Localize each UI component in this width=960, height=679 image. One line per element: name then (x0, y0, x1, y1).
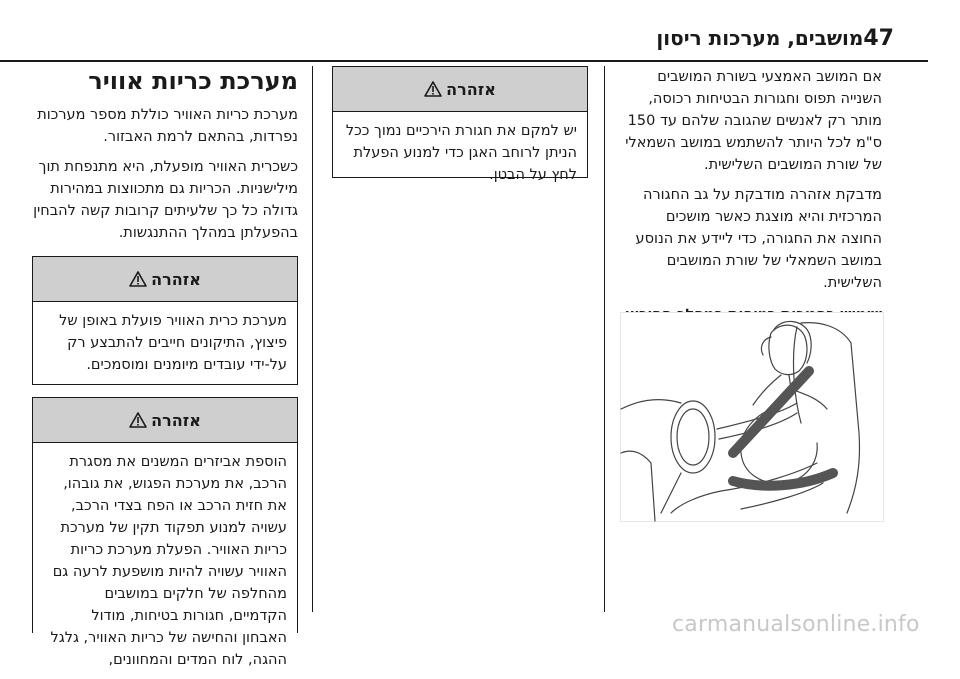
warning-label: אזהרה (446, 79, 496, 99)
paragraph-middle-seat: אם המושב האמצעי בשורת המושבים השנייה תפוס וחגורות הבטיחות רכוסה, מותר רק לאנשים שהגובה שלהם עד 150 ס"מ לכל היותר להשתמש במושב השמאלי של שורת המושבים השלישית. (625, 69, 882, 173)
header-rule (0, 60, 928, 62)
watermark: carmanualsonline.info (672, 612, 920, 637)
warning-box-pregnancy (332, 66, 588, 183)
warning-text: הוספת אביזרים המשנים את מסגרת הרכב, את מערכת הפגוש, את גובהו, את חזית הרכב או הפח בצדי הרכב, עשויה למנוע תפקוד תקין של מערכת כריות האוויר. הפעלת מערכת כריות האוויר עשויה להיות מושפעת לרעה גם מהחלפה של חלקים במושבים הקדמיים, חגורות בטיחות, מודול האבחון והחישה של כריות האוויר, גלגל ההגה, לוח המדים והמחוונים, (50, 454, 287, 668)
page-number: 47 (863, 26, 894, 51)
warning-body (33, 302, 297, 384)
column-divider-right (604, 66, 605, 612)
paragraph-warning-sticker: מדבקת אזהרה מודבקת על גב החגורה המרכזית והיא מוצגת כאשר מושכים החוצה את החגורה, כדי ליידע את הנוסע במושב השמאלי של שורת המושבים השלישית. (635, 187, 882, 291)
warning-label: אזהרה (151, 410, 201, 430)
section-title-airbags: מערכת כריות אוויר (88, 67, 298, 95)
warning-header (33, 257, 297, 302)
warning-header (33, 398, 297, 443)
warning-text: מערכת כרית האוויר פועלת באופן של פיצוץ, התיקונים חייבים להתבצע רק על-ידי עובדים מיומנים ומוסמכים. (59, 313, 287, 373)
warning-triangle-icon (129, 412, 147, 428)
column-divider-left (312, 66, 313, 612)
warning-box-accessories (32, 397, 298, 668)
warning-body (33, 443, 297, 679)
warning-text: יש למקם את חגורת הירכיים נמוך ככל הניתן לרוחב האגן כדי למנוע הפעלת לחץ על הבטן. (345, 123, 577, 183)
page-title: מושבים, מערכות ריסון (656, 26, 864, 50)
warning-box-pyrotechnic (32, 256, 298, 385)
paragraph-airbag-inflation: כשכרית האוויר מופעלת, היא מתנפחת תוך מילישניות. הכריות גם מתכווצות במהירות גדולה כל כך שלעיתים קרובות קשה להבחין בהפעלתן במהלך ההתנגשות. (33, 159, 298, 241)
page-header (28, 26, 908, 56)
warning-header (333, 67, 587, 112)
pregnant-driver-seatbelt-illustration (620, 312, 884, 522)
column-left (32, 66, 298, 668)
warning-label: אזהרה (151, 269, 201, 289)
paragraph-airbag-systems: מערכת כריות האוויר כוללת מספר מערכות נפרדות, בהתאם לרמת האבזור. (37, 107, 298, 145)
column-middle (332, 66, 588, 183)
warning-body (333, 112, 587, 194)
warning-triangle-icon (424, 81, 442, 97)
warning-triangle-icon (129, 271, 147, 287)
column-right (622, 66, 882, 326)
